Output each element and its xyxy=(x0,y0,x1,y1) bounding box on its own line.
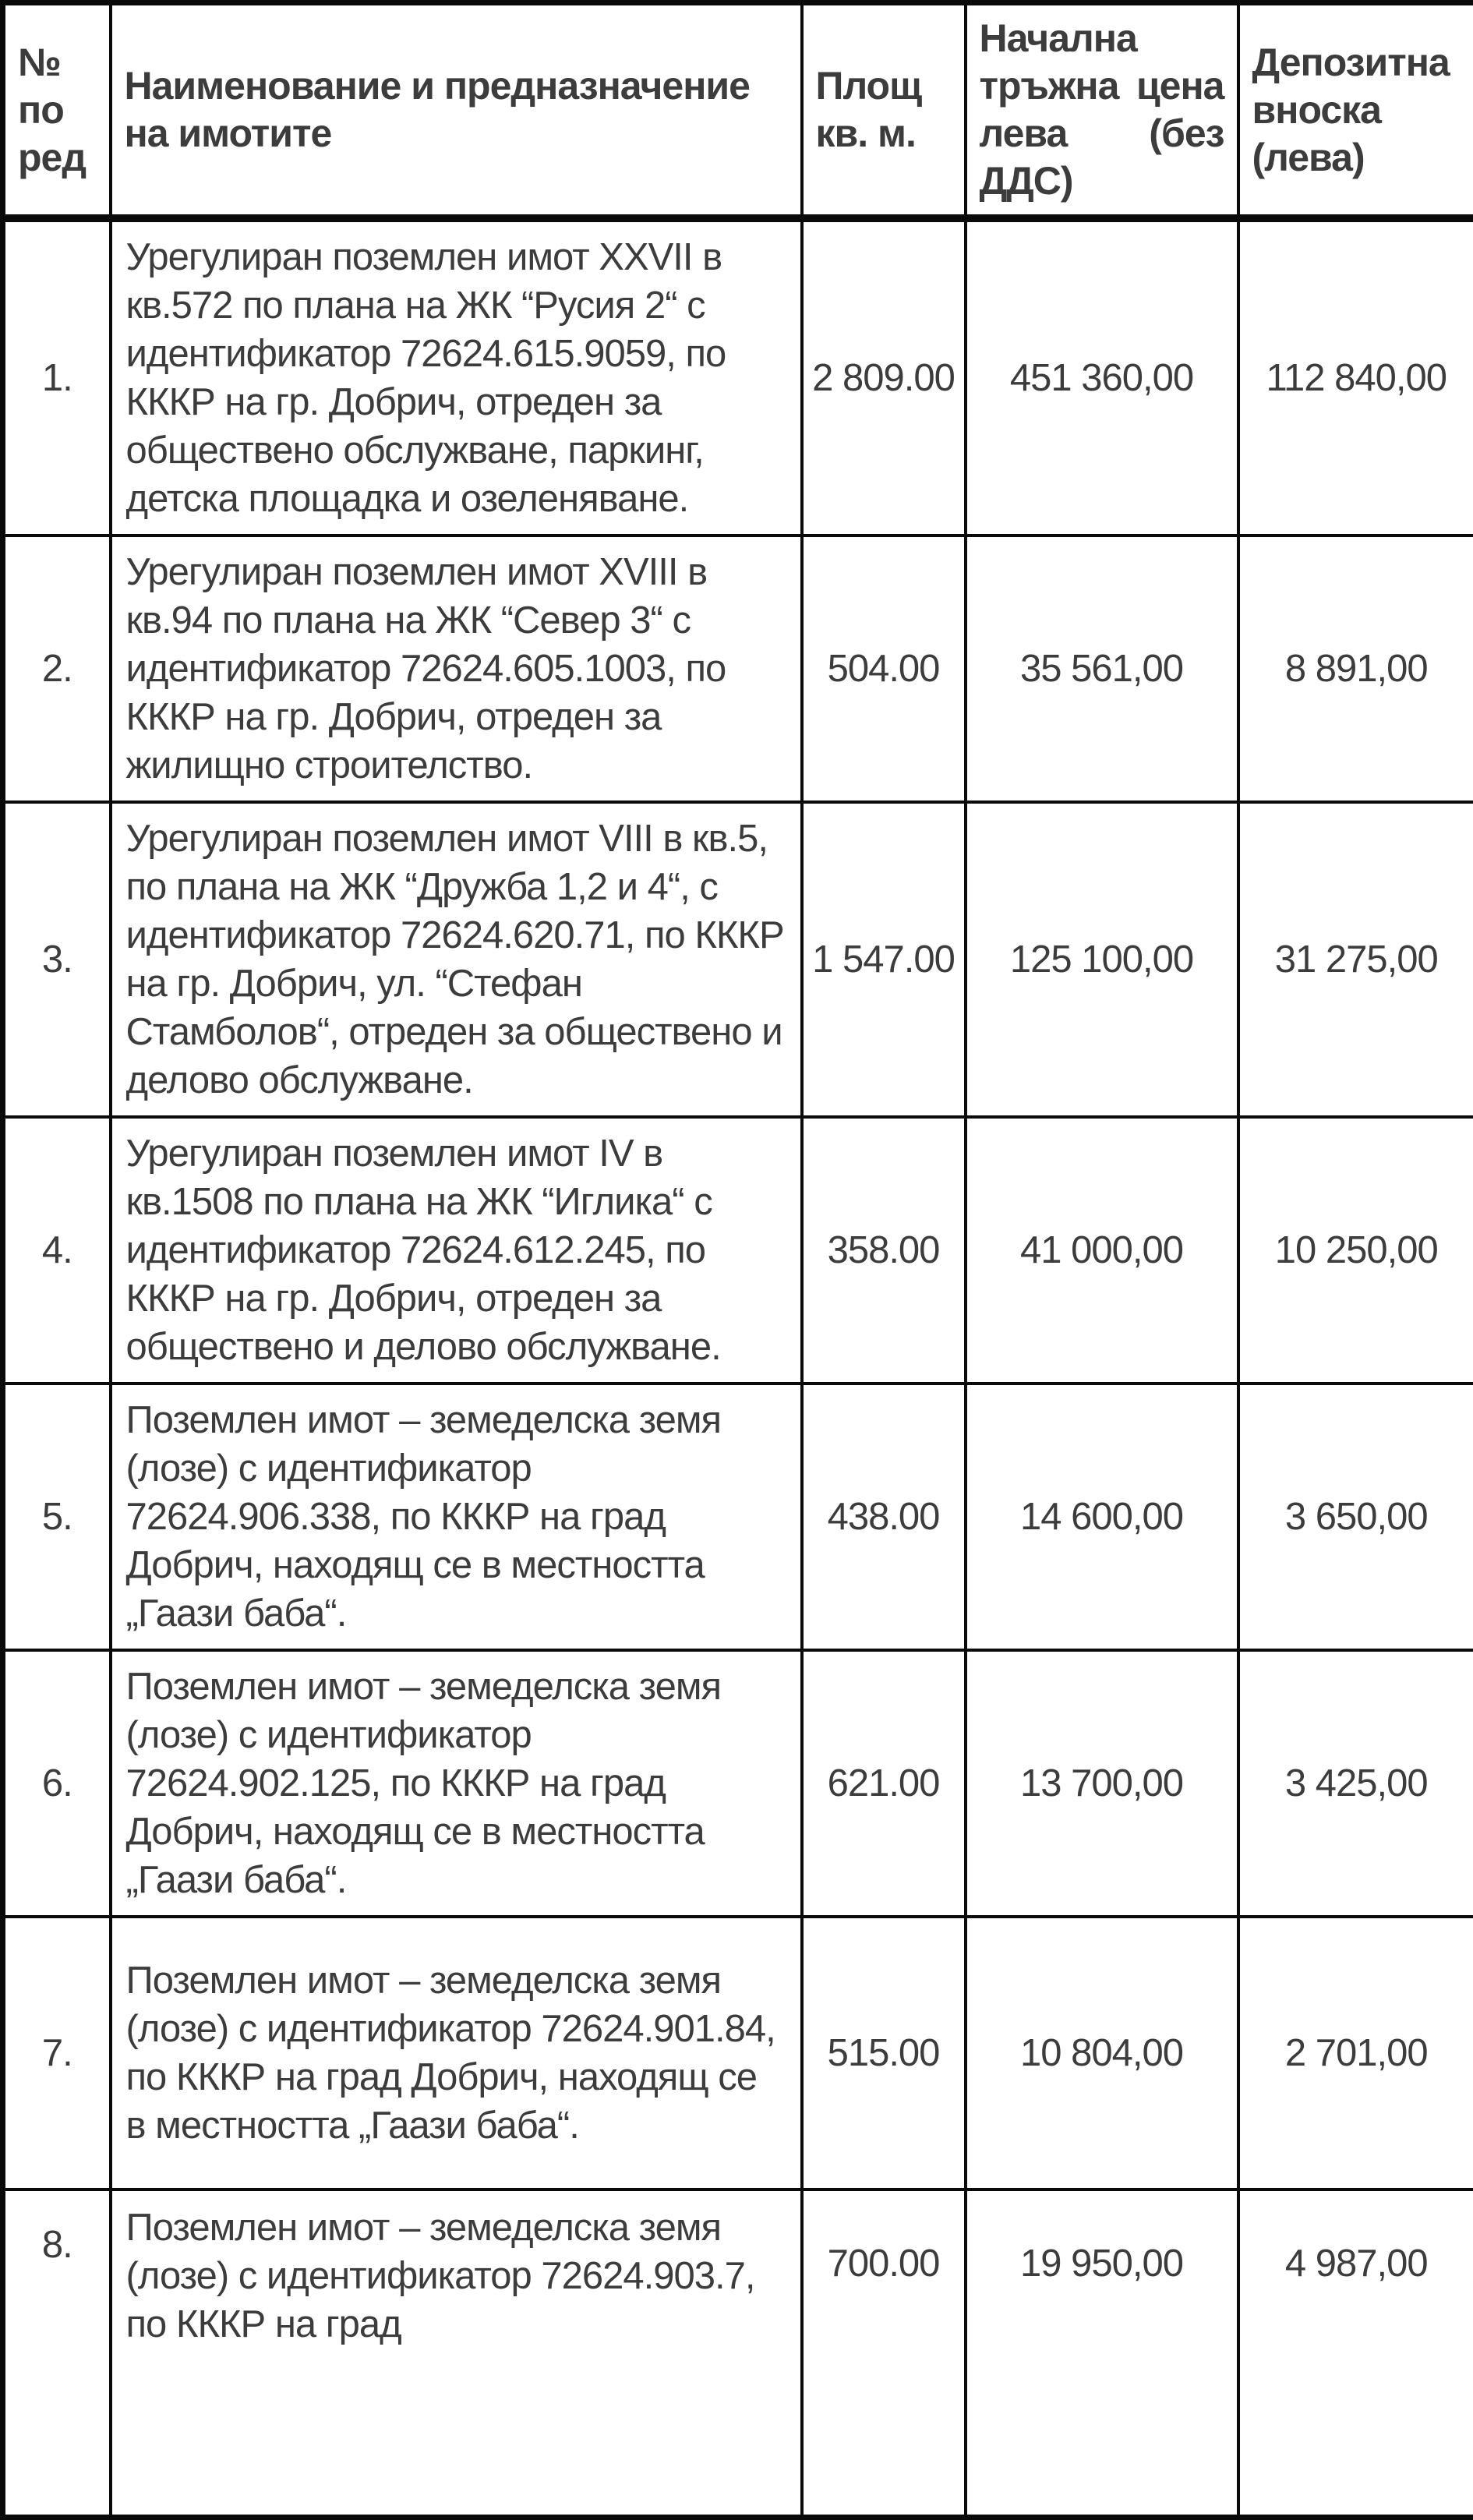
row-number: 7. xyxy=(3,1917,111,2190)
header-name-purpose: Наименование и предназначение на имотите xyxy=(111,3,802,219)
table-row xyxy=(3,535,1473,802)
property-description: Урегулиран поземлен имот VIII в кв.5, по плана на ЖК “Дружба 1,2 и 4“, с идентификатор 72624.620.71, по КККР на гр. Добрич, ул. “Стефан Стамболов“, отреден за обществено и делово обслужване. xyxy=(111,802,802,1117)
area-value: 621.00 xyxy=(802,1650,966,1917)
deposit-value: 31 275,00 xyxy=(1238,802,1473,1117)
row-number: 8. xyxy=(3,2190,111,2517)
header-deposit: Депозитна вноска (лева) xyxy=(1238,3,1473,219)
area-value: 515.00 xyxy=(802,1917,966,2190)
deposit-value: 8 891,00 xyxy=(1238,535,1473,802)
area-value: 1 547.00 xyxy=(802,802,966,1117)
deposit-value: 3 425,00 xyxy=(1238,1650,1473,1917)
area-value: 700.00 xyxy=(802,2190,966,2517)
table-body xyxy=(3,218,1473,2517)
starting-price-value: 41 000,00 xyxy=(966,1117,1238,1384)
starting-price-value: 35 561,00 xyxy=(966,535,1238,802)
header-area: Площ кв. м. xyxy=(802,3,966,219)
deposit-value: 4 987,00 xyxy=(1238,2190,1473,2517)
row-number: 3. xyxy=(3,802,111,1117)
starting-price-value: 13 700,00 xyxy=(966,1650,1238,1917)
header-row xyxy=(3,3,1473,219)
property-description: Поземлен имот – земеделска земя (лозе) с идентификатор 72624.903.7, по КККР на град xyxy=(111,2190,802,2517)
property-description: Урегулиран поземлен имот IV в кв.1508 по плана на ЖК “Иглика“ с идентификатор 72624.612.245, по КККР на гр. Добрич, отреден за обществено и делово обслужване. xyxy=(111,1117,802,1384)
table-row xyxy=(3,1917,1473,2190)
table-row xyxy=(3,1650,1473,1917)
area-value: 2 809.00 xyxy=(802,218,966,535)
property-description: Урегулиран поземлен имот XXVII в кв.572 по плана на ЖК “Русия 2“ с идентификатор 72624.615.9059, по КККР на гр. Добрич, отреден за обществено обслужване, паркинг, детска площадка и озеленяване. xyxy=(111,218,802,535)
deposit-value: 10 250,00 xyxy=(1238,1117,1473,1384)
starting-price-value: 10 804,00 xyxy=(966,1917,1238,2190)
row-number: 2. xyxy=(3,535,111,802)
row-number: 6. xyxy=(3,1650,111,1917)
property-description: Поземлен имот – земеделска земя (лозе) с идентификатор 72624.901.84, по КККР на град Добрич, находящ се в местността „Гаази баба“. xyxy=(111,1917,802,2190)
starting-price-value: 19 950,00 xyxy=(966,2190,1238,2517)
table-header xyxy=(3,3,1473,219)
row-number: 1. xyxy=(3,218,111,535)
table-row xyxy=(3,1117,1473,1384)
header-row-number: № по ред xyxy=(3,3,111,219)
deposit-value: 2 701,00 xyxy=(1238,1917,1473,2190)
table-row xyxy=(3,1384,1473,1650)
starting-price-value: 451 360,00 xyxy=(966,218,1238,535)
table-row xyxy=(3,218,1473,535)
deposit-value: 112 840,00 xyxy=(1238,218,1473,535)
deposit-value: 3 650,00 xyxy=(1238,1384,1473,1650)
table-row xyxy=(3,802,1473,1117)
property-description: Урегулиран поземлен имот XVIII в кв.94 по плана на ЖК “Север 3“ с идентификатор 72624.605.1003, по КККР на гр. Добрич, отреден за жилищно строителство. xyxy=(111,535,802,802)
area-value: 504.00 xyxy=(802,535,966,802)
starting-price-value: 14 600,00 xyxy=(966,1384,1238,1650)
starting-price-value: 125 100,00 xyxy=(966,802,1238,1117)
area-value: 358.00 xyxy=(802,1117,966,1384)
row-number: 4. xyxy=(3,1117,111,1384)
row-number: 5. xyxy=(3,1384,111,1650)
area-value: 438.00 xyxy=(802,1384,966,1650)
property-description: Поземлен имот – земеделска земя (лозе) с идентификатор 72624.906.338, по КККР на град Добрич, находящ се в местността „Гаази баба“. xyxy=(111,1384,802,1650)
table-row xyxy=(3,2190,1473,2517)
property-description: Поземлен имот – земеделска земя (лозе) с идентификатор 72624.902.125, по КККР на град Добрич, находящ се в местността „Гаази баба“. xyxy=(111,1650,802,1917)
header-starting-price: Начална тръжна цена лева (без ДДС) xyxy=(966,3,1238,219)
